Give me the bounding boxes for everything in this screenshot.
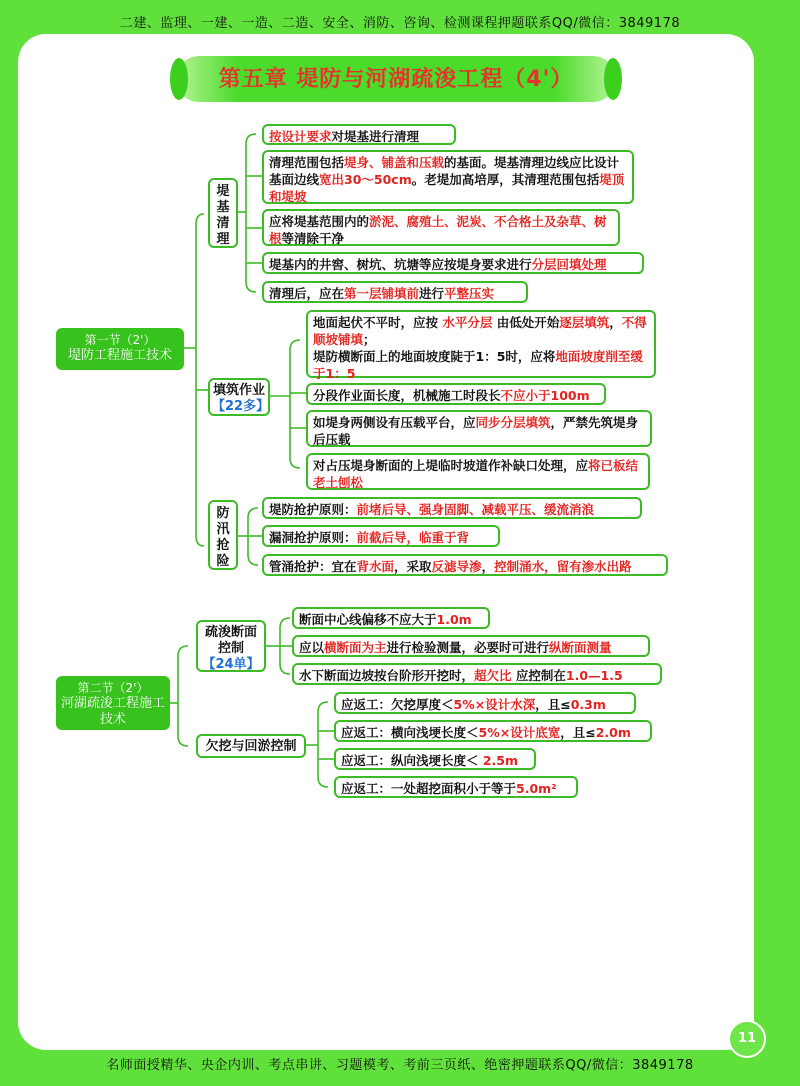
group-dredging-section[interactable] bbox=[196, 620, 266, 672]
item-b2: 分段作业面长度，机械施工时段长不应小于100m bbox=[306, 383, 606, 405]
item-a2: 清理范围包括堤身、铺盖和压载的基面。堤基清理边线应比设计基面边线宽出30～50cm。老堤加高培厚，其清理范围包括堤顶和堤坡 bbox=[262, 150, 634, 204]
item-a1: 按设计要求对堤基进行清理 bbox=[262, 124, 456, 145]
group-char: 理 bbox=[216, 232, 230, 247]
item-e4: 应返工：一处超挖面积小于等于5.0m² bbox=[334, 776, 578, 798]
item-d2: 应以横断面为主进行检验测量，必要时可进行纵断面测量 bbox=[292, 635, 650, 657]
item-b3: 如堤身两侧设有压载平台，应同步分层填筑，严禁先筑堤身后压载 bbox=[306, 410, 652, 447]
group-filling[interactable] bbox=[208, 378, 270, 416]
group-char: 堤 bbox=[216, 184, 230, 199]
group-char: 防 bbox=[216, 506, 230, 521]
item-c1: 堤防抢护原则：前堵后导、强身固脚、减载平压、缓流消浪 bbox=[262, 497, 642, 519]
group-char: 汛 bbox=[216, 522, 230, 537]
section1-node[interactable] bbox=[56, 328, 184, 370]
item-d3: 水下断面边坡按台阶形开挖时，超欠比 应控制在1.0—1.5 bbox=[292, 663, 662, 685]
page-number: 11 bbox=[728, 1020, 766, 1058]
group-char: 险 bbox=[216, 554, 230, 569]
item-b4: 对占压堤身断面的上堤临时坡道作补缺口处理，应将已板结老土刨松 bbox=[306, 453, 650, 490]
group-underdig-control[interactable] bbox=[196, 734, 306, 758]
exam-tag: 【24单】 bbox=[202, 657, 260, 672]
item-e1: 应返工：欠挖厚度＜5%×设计水深，且≤0.3m bbox=[334, 692, 636, 714]
footer-banner: 名师面授精华、央企内训、考点串讲、习题模考、考前三页纸、绝密押题联系QQ/微信：3849178 bbox=[106, 1058, 694, 1073]
item-a5: 清理后，应在第一层铺填前进行平整压实 bbox=[262, 281, 528, 303]
exam-tag: 【22多】 bbox=[212, 399, 270, 414]
item-c3: 管涌抢护：宜在背水面，采取反滤导渗，控制涌水，留有渗水出路 bbox=[262, 554, 668, 576]
section1-number: 第一节（2'） bbox=[84, 333, 156, 347]
section2-number: 第二节（2'） bbox=[77, 681, 149, 695]
group-char: 抢 bbox=[216, 538, 230, 553]
section1-name: 堤防工程施工技术 bbox=[67, 348, 172, 363]
item-e2: 应返工：横向浅埂长度＜5%×设计底宽，且≤2.0m bbox=[334, 720, 652, 742]
header-banner: 二建、监理、一建、一造、二造、安全、消防、咨询、检测课程押题联系QQ/微信：3849178 bbox=[119, 16, 681, 31]
item-b1: 地面起伏不平时，应按 水平分层 由低处开始逐层填筑，不得顺坡铺填； 堤防横断面上的地面坡度陡于1：5时，应将地面坡度削至缓于1：5 bbox=[306, 310, 656, 378]
group-label: 填筑作业 bbox=[212, 383, 265, 398]
item-d1: 断面中心线偏移不应大于1.0m bbox=[292, 607, 490, 629]
item-e3: 应返工：纵向浅埂长度＜ 2.5m bbox=[334, 748, 536, 770]
group-label: 疏浚断面控制 bbox=[204, 625, 257, 656]
item-a4: 堤基内的井窖、树坑、坑塘等应按堤身要求进行分层回填处理 bbox=[262, 252, 644, 274]
section2-node[interactable] bbox=[56, 676, 170, 730]
item-c2: 漏洞抢护原则：前截后导，临重于背 bbox=[262, 525, 500, 547]
group-dike-foundation-cleaning[interactable] bbox=[208, 178, 238, 248]
item-a3: 应将堤基范围内的淤泥、腐殖土、泥炭、不合格土及杂草、树根等清除干净 bbox=[262, 209, 620, 246]
chapter-title: 第五章 堤防与河湖疏浚工程（4'） bbox=[218, 67, 574, 92]
section2-name: 河湖疏浚工程施工技术 bbox=[60, 696, 165, 727]
group-char: 清 bbox=[216, 216, 230, 231]
group-char: 基 bbox=[216, 200, 230, 215]
group-flood-rescue[interactable] bbox=[208, 500, 238, 570]
group-label: 欠挖与回淤控制 bbox=[205, 739, 297, 754]
